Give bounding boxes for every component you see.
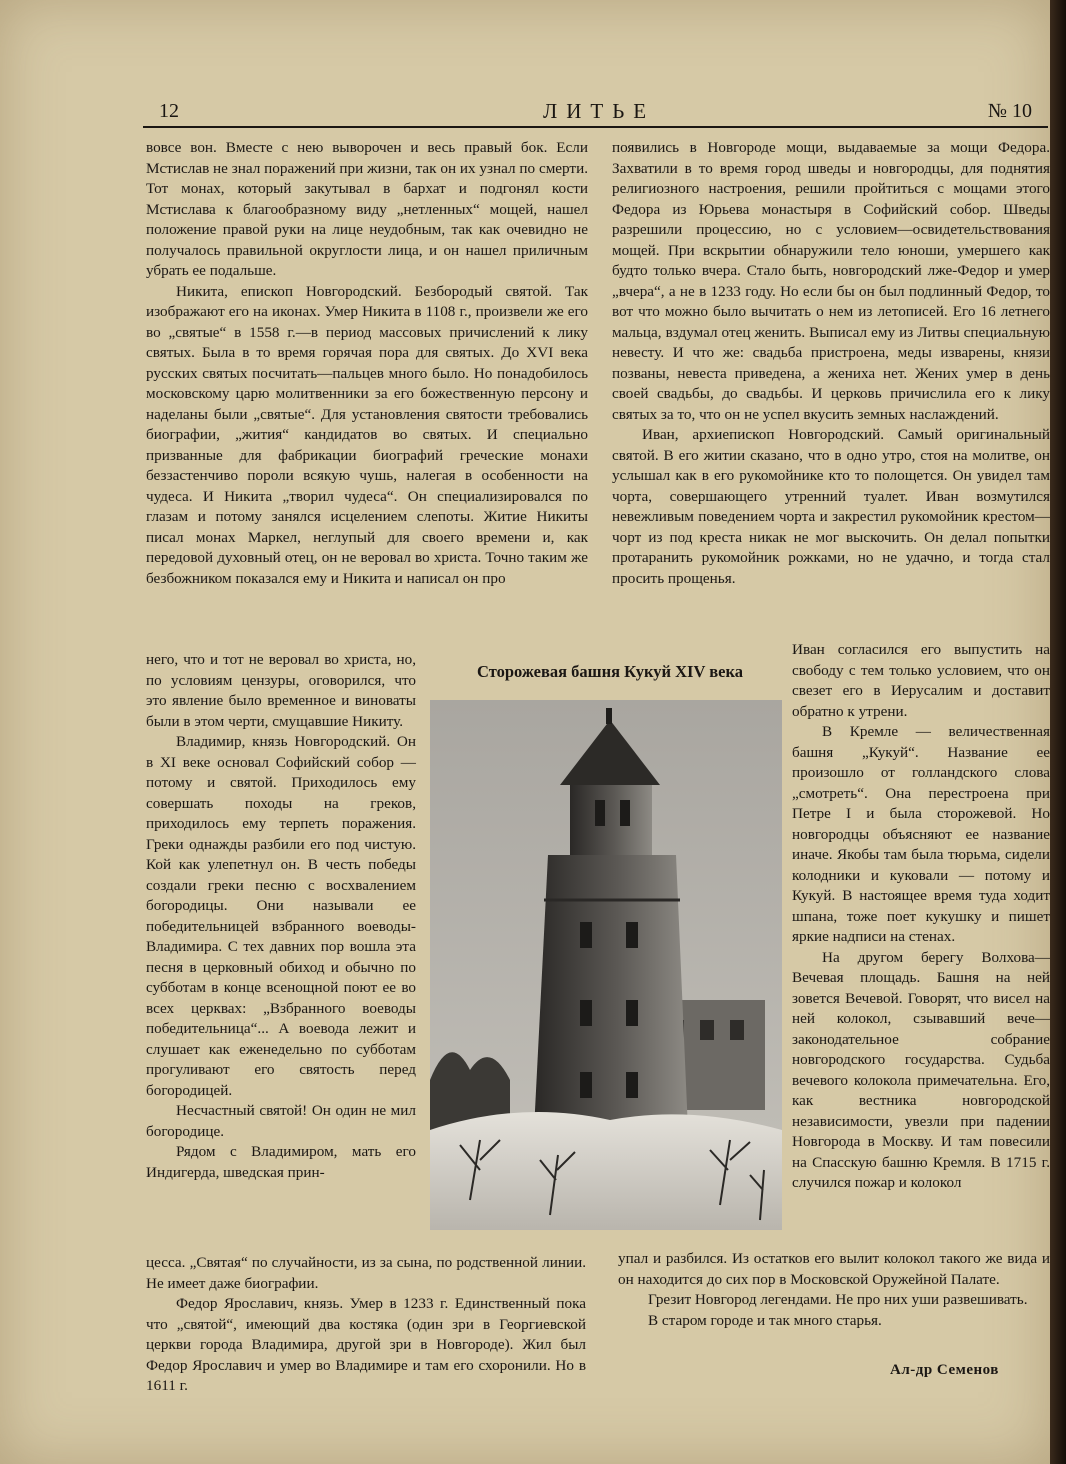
paragraph-fedor: Федор Ярославич, князь. Умер в 1233 г. Единственный пока что „святой“, имеющий два костяка (один зри в Георгиевской церкви города Владимира, другой зри в Новгороде). Жил был Федор Ярославич и умер во Владимире и там его схоронили. Но в 1611 г. xyxy=(146,1295,586,1394)
paragraph-unlucky-saint: Несчастный святой! Он один не мил богородице. xyxy=(146,1102,416,1140)
paragraph-nikita: Никита, епископ Новгородский. Безбородый святой. Так изображают его на иконах. Умер Никита в 1108 г., произвели же его во „святые“ в 1558 г.—в период массовых причислений к лику святых. Была в то время горячая пора для святых. До XVI века русских святых посчитать—пальцев много было. Но понадобилось московскому царю молитвенники за его божественную персону и наделаны были „святые“. Для установления святости требовались биографии, „жития“ кандидатов во святых. И специально призванные для фабрикации биографий греческие монахи беззастенчиво пороли всякую чушь, налегая в особенности на чудеса. И Никита „творил чудеса“. Он специализировался по глазам и потому занялся исцелением слепоты. Житие Никиты писал монах Маркел, неглупый для своего времени и, как передовой духовный отец, он не веровал во христа. Точно таким же безбожником показался ему и Никита и написал он про xyxy=(146,282,588,587)
paragraph-indigerda-start: Рядом с Владимиром, мать его Индигерда, шведская прин- xyxy=(146,1143,416,1181)
paragraph-legends: Грезит Новгород легендами. Не про них уши развешивать. xyxy=(648,1291,1028,1308)
author-signature: Ал-др Семенов xyxy=(890,1362,999,1378)
article-column-right-bottom xyxy=(618,1249,1050,1331)
paragraph-nikita-end: него, что и тот не веровал во христа, но, по условиям цензуры, оговорился, что это явление было временное и виноваты были в этом черти, смущавшие Никиту. xyxy=(146,651,416,730)
paragraph-veche-bell-end: упал и разбился. Из остатков его вылит колокол такого же вида и он находится до сих пор в Московской Оружейной Палате. xyxy=(618,1250,1050,1288)
tower-photo xyxy=(430,700,782,1230)
paragraph-vladimir: Владимир, князь Новгородский. Он в XI веке основал Софийский собор — потому и святой. Приходилось ему совершать походы на греков, приходилось ему терпеть поражения. Греки однажды разбили его под чистую. Кой как улепетнул он. В честь победы создали греки песню с восхвалением богородицы. Они называли ее победительницей взбранного воеводы-Владимира. С тех давних пор вошла эта песня в церковный обиход и обычно по субботам в конце всенощной поют ее во всех церквах: „Взбранного воеводы победительница“... А воевода лежит и слушает как еженедельно по субботам прогуливают его святость перед богородицей. xyxy=(146,733,416,1099)
paragraph-old-city: В старом городе и так много старья. xyxy=(648,1311,882,1329)
paragraph-veche-bell: На другом берегу Волхова—Вечевая площадь. Башня на ней зовется Вечевой. Говорят, что висел на ней колокол, сзывавший вече—законодательное собрание новгородского государства. Судьба вечевого колокола примечательна. Его, как вестника новгородской независимости, увезли при падении Новгорода в Москву. И там повесили на Спасскую башню Кремля. В 1715 г. случился пожар и колокол xyxy=(792,948,1050,1191)
issue-number: № 10 xyxy=(987,100,1032,122)
paragraph-fedor-relics: появились в Новгороде мощи, выдаваемые за мощи Федора. Захватили в то время город шведы и новгородцы, для поднятия религиозного настроения, решили пройтиться с мощами этого Федора из Юрьева монастыря в Софийский собор. Шведы разрешили процессию, но с условием—освидетельствования мощей. При вскрытии обнаружили тело юноши, умершего как будто только вчера. Стало быть, новгородский лже-Федор и умер „вчера“, а не в 1233 году. Но если бы он был подлинный Федор, то вот что можно было вычитать о нем из летописей. Его 16 летнего мальца, вздумал отец женить. Выписал ему из Литвы специальную невесту. И что же: свадьба пристроена, меды изварены, князи позваны, невеста приведена, а жениха нет. Жених умер в день своей свадьбы, до свадьбы. И церковь причислила его к лику святых за то, что он не успел вкусить земных наслаждений. xyxy=(612,139,1050,423)
article-column-left-bottom xyxy=(146,1253,586,1397)
page-number: 12 xyxy=(159,100,179,122)
page-header xyxy=(143,96,1048,128)
paragraph-ivan-end: Иван согласился его выпустить на свободу с тем только условием, что он свезет его в Иерусалим и доставит обратно к утрени. xyxy=(792,641,1050,720)
paragraph-indigerda-end: цесса. „Святая“ по случайности, из за сына, по родственной линии. Не имеет даже биографии. xyxy=(146,1254,586,1292)
paragraph-kukuy-tower: В Кремле — величественная башня „Кукуй“. Название ее произошло от голландского слова „смотреть“. Она перестроена при Петре I и была сторожевой. Но новгородцы объясняют ее название иначе. Якобы там была тюрьма, сидели колодники и куковали — потому и Кукуй. В настоящее время туда ходит шпана, тоже поет кукушку и пишет яркие надписи на стенах. xyxy=(792,723,1050,945)
paragraph-ivan: Иван, архиепископ Новгородский. Самый оригинальный святой. В его житии сказано, что в одно утро, стоя на молитве, он услышал как в его рукомойнике кто то полощется. Он увидел там чорта, совершающего утренний туалет. Иван возмутился невежливым поведением чорта и закрестил рукомойник крестом—чорт из под креста никак не мог выскочить. Он делал попытки протаранить рукомойник рожками, но не удачно, и тогда стал просить прощенья. xyxy=(612,426,1050,587)
article-column-left xyxy=(146,138,588,589)
binding-edge xyxy=(1050,0,1066,1464)
figure-caption: Сторожевая башня Кукуй XIV века xyxy=(477,662,743,681)
article-column-right-narrow xyxy=(792,640,1050,1194)
article-column-left-narrow xyxy=(146,650,416,1183)
paragraph-mstislav-end: вовсе вон. Вместе с нею выворочен и весь правый бок. Если Мстислав не знал поражений при жизни, так он их узнал по смерти. Тот монах, который закутывал в бархат и подгонял кости Мстислава к благообразному виду „нетленных“ мощей, нашел положение правой руки на лице неудобным, так как очевидно не получалось правильной округлости лица, и он нашел приличным убрать ее подальше. xyxy=(146,139,588,279)
magazine-title: ЛИТЬЕ xyxy=(543,99,656,123)
article-column-right xyxy=(612,138,1050,589)
